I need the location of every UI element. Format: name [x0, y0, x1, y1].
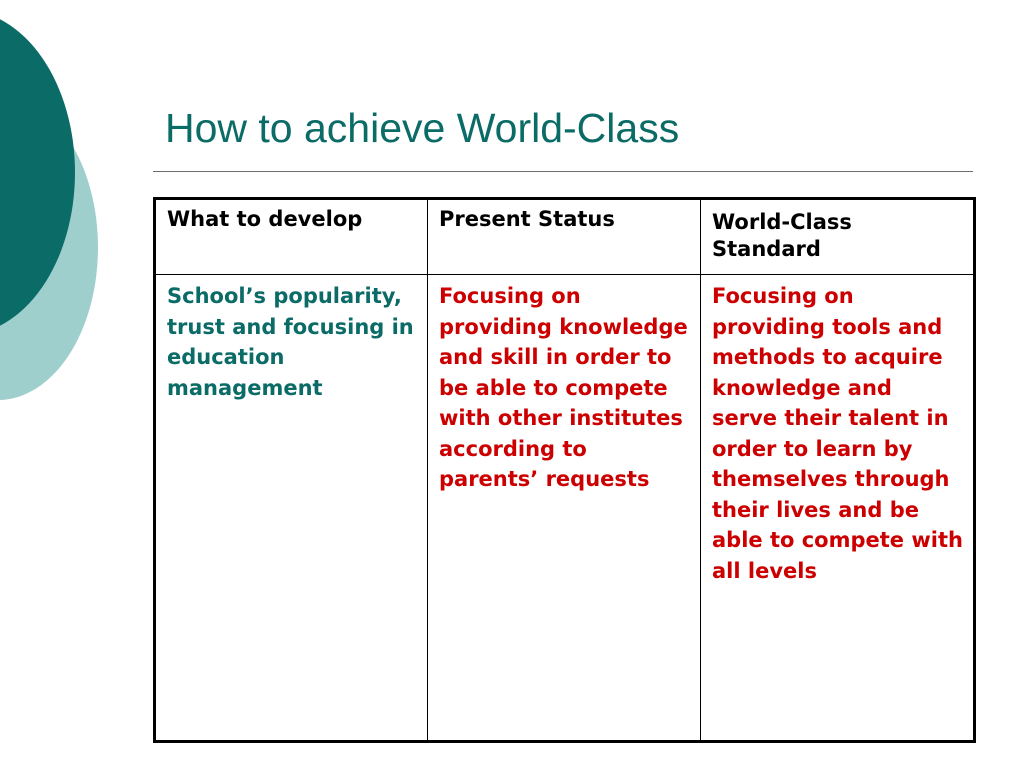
table-row [155, 275, 975, 742]
comparison-table [153, 197, 976, 743]
table-header-row [155, 199, 975, 275]
cell-world-class-standard: Focusing on providing tools and methods to acquire knowledge and serve their talent in order to learn by themselves through their lives and be able to compete with all levels [701, 275, 975, 742]
slide-title: How to achieve World-Class [165, 105, 680, 151]
header-what-to-develop: What to develop [155, 199, 428, 275]
title-divider [153, 171, 973, 172]
cell-what-to-develop: School’s popularity, trust and focusing in education management [155, 275, 428, 742]
cell-present-status: Focusing on providing knowledge and skill in order to be able to compete with other institutes according to parents’ requests [428, 275, 701, 742]
header-present-status: Present Status [428, 199, 701, 275]
header-world-class-standard: World-Class Standard [701, 199, 975, 275]
